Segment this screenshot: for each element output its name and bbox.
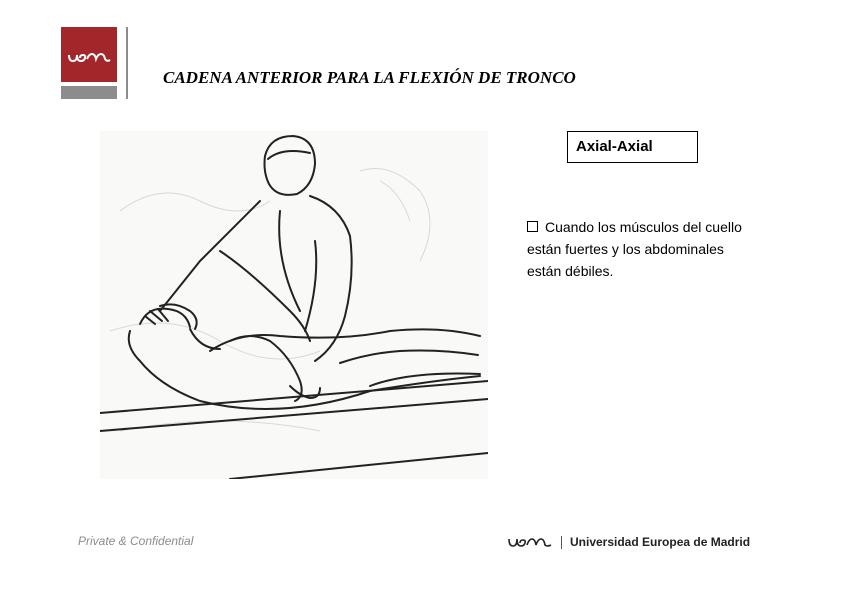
brand-logo xyxy=(61,27,117,99)
footer-confidential: Private & Confidential xyxy=(78,534,194,548)
header-divider xyxy=(126,27,128,99)
footer-divider xyxy=(561,536,562,549)
brand-logo-red-square xyxy=(61,27,117,82)
uem-logo-mark xyxy=(61,27,117,82)
checkbox-bullet-icon xyxy=(527,221,538,232)
university-name: Universidad Europea de Madrid xyxy=(570,535,751,549)
therapist-patient-drawing xyxy=(100,131,488,479)
axial-axial-label: Axial-Axial xyxy=(567,131,698,163)
slide-title: CADENA ANTERIOR PARA LA FLEXIÓN DE TRONCO xyxy=(163,68,576,87)
footer-brand xyxy=(507,535,750,549)
uem-footer-logo-icon xyxy=(507,535,553,549)
bullet-text: Cuando los músculos del cuello están fuertes y los abdominales están débiles. xyxy=(527,219,742,279)
therapy-illustration xyxy=(100,131,488,479)
brand-logo-grey-bar xyxy=(61,86,117,99)
bullet-item xyxy=(527,216,757,282)
